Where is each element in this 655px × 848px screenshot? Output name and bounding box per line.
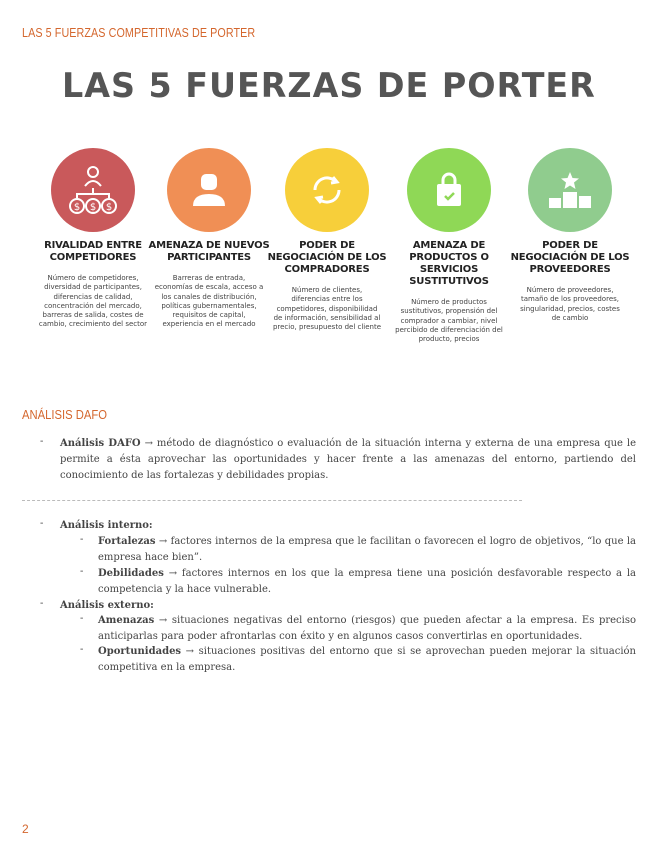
force-circle: [407, 148, 491, 232]
force-description: Número de productos sustitutivos, propensión del comprador a cambiar, nivel percibido de diferenciación del producto, precios: [395, 298, 503, 344]
arrow-icon: →: [168, 568, 178, 579]
svg-text:$: $: [89, 202, 97, 213]
debilidades-text: factores internos en los que la empresa tiene una posición desfavorable respecto a la competencia y la hace vulnerable.: [98, 568, 636, 595]
arrow-icon: →: [144, 438, 153, 449]
force-title: AMENAZA DE PRODUCTOS O SERVICIOS SUSTITUTIVOS: [409, 240, 489, 287]
bullet-dash: -: [40, 436, 44, 447]
force-rivalidad: [32, 148, 154, 330]
page-number: 2: [22, 822, 29, 836]
fortalezas-item: [98, 534, 636, 566]
force-nuevos-participantes: [148, 148, 270, 330]
force-description: Número de clientes, diferencias entre los competidores, disponibilidad de información, sensibilidad al precio, presupuesto del cliente: [272, 286, 382, 332]
analisis-interno-label: [60, 518, 620, 534]
debilidades-item: [98, 566, 636, 598]
bullet-dash: -: [40, 598, 44, 609]
svg-text:$: $: [105, 202, 113, 213]
term-amenazas: Amenazas: [98, 615, 155, 626]
force-title: AMENAZA DE NUEVOS PARTICIPANTES: [148, 240, 270, 263]
podium-star-icon: [547, 170, 593, 210]
bullet-dash: -: [80, 566, 84, 577]
externo-label: Análisis externo:: [60, 600, 154, 611]
force-description: Número de proveedores, tamaño de los proveedores, singularidad, precios, costes de cambio: [520, 286, 620, 322]
term-analisis-dafo: Análisis DAFO: [60, 438, 141, 449]
bullet-dash: -: [80, 644, 84, 655]
people-money-icon: [63, 162, 123, 218]
amenazas-text: situaciones negativas del entorno (riesgos) que pueden afectar a la empresa. Es preciso anticiparlas para poder afrontarlas con éxito y en algunos casos convertirlas en oportunidades.: [98, 615, 636, 642]
arrow-icon: →: [158, 615, 168, 626]
amenazas-item: [98, 613, 636, 645]
person-icon: [189, 170, 229, 210]
banner-title: LAS 5 FUERZAS DE PORTER: [62, 66, 596, 106]
fortalezas-text: factores internos de la empresa que le facilitan o favorecen el logro de objetivos, “lo que la empresa hace bien”.: [98, 536, 636, 563]
force-title: PODER DE NEGOCIACIÓN DE LOS COMPRADORES: [267, 240, 387, 275]
bullet-dash: -: [40, 518, 44, 529]
force-description: Número de competidores, diversidad de participantes, diferencias de calidad, concentración del mercado, barreras de salida, costes de cambio, crecimiento del sector: [38, 274, 148, 329]
oportunidades-item: [98, 644, 636, 676]
force-title: PODER DE NEGOCIACIÓN DE LOS PROVEEDORES: [510, 240, 630, 275]
dafo-intro: [60, 436, 636, 484]
arrow-icon: →: [185, 646, 195, 657]
refresh-icon: [307, 170, 347, 210]
section-title-dafo: ANÁLISIS DAFO: [22, 408, 108, 422]
bullet-dash: -: [80, 613, 84, 624]
shopping-bag-icon: [429, 170, 469, 210]
page-header: LAS 5 FUERZAS COMPETITIVAS DE PORTER: [22, 26, 256, 40]
force-proveedores: [509, 148, 631, 323]
force-circle: [167, 148, 251, 232]
bullet-dash: -: [80, 534, 84, 545]
analisis-externo-label: [60, 598, 620, 614]
force-circle: [528, 148, 612, 232]
force-compradores: [266, 148, 388, 332]
term-fortalezas: Fortalezas: [98, 536, 156, 547]
interno-label: Análisis interno:: [60, 520, 153, 531]
force-circle: [285, 148, 369, 232]
term-oportunidades: Oportunidades: [98, 646, 182, 657]
force-circle: [51, 148, 135, 232]
force-sustitutivos: [388, 148, 510, 344]
oportunidades-text: situaciones positivas del entorno que si se aprovechan pueden mejorar la situación competitiva en la empresa.: [98, 646, 636, 673]
divider: [22, 500, 522, 501]
term-debilidades: Debilidades: [98, 568, 164, 579]
force-title: RIVALIDAD ENTRE COMPETIDORES: [44, 240, 142, 263]
arrow-icon: →: [158, 536, 168, 547]
force-description: Barreras de entrada, economías de escala, acceso a los canales de distribución, políticas gubernamentales, requisitos de capital, experiencia en el mercado: [154, 274, 264, 329]
svg-text:$: $: [73, 202, 81, 213]
intro-text: método de diagnóstico o evaluación de la situación interna y externa de una empresa que le permite a ésta aprovechar las oportunidades y hacer frente a las amenazas del entorno, partiendo del conocimiento de las fortalezas y debilidades propias.: [60, 438, 637, 481]
